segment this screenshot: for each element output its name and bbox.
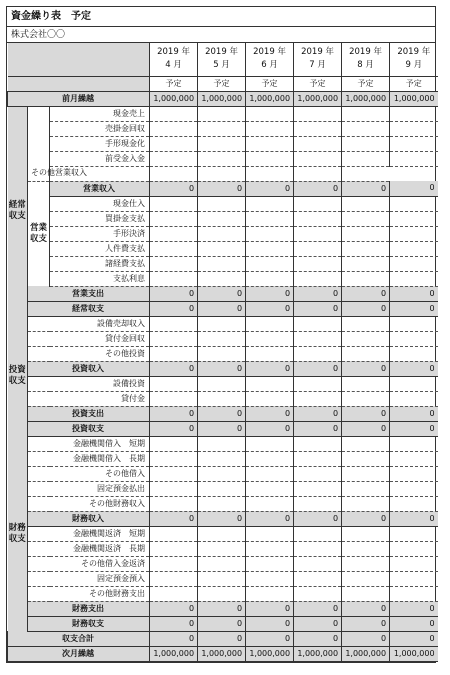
value-cell[interactable]	[150, 196, 198, 211]
value-cell[interactable]: 0	[390, 301, 438, 316]
value-cell[interactable]	[246, 541, 294, 556]
value-cell[interactable]: 0	[198, 361, 246, 376]
value-cell[interactable]: 0	[342, 301, 390, 316]
value-cell[interactable]	[198, 451, 246, 466]
value-cell[interactable]	[150, 466, 198, 481]
month-header: 2019 年 7 月	[294, 43, 342, 76]
row-label: 諸経費支払	[50, 256, 150, 271]
value-cell[interactable]	[342, 436, 390, 451]
value-cell[interactable]: 0	[150, 631, 198, 646]
row-label: 支払利息	[50, 271, 150, 286]
value-cell[interactable]: 0	[246, 631, 294, 646]
header-corner	[8, 76, 150, 91]
value-cell[interactable]: 0	[342, 601, 390, 616]
value-cell[interactable]	[150, 481, 198, 496]
value-cell[interactable]	[294, 316, 342, 331]
value-cell[interactable]	[390, 436, 438, 451]
value-cell[interactable]	[198, 541, 246, 556]
value-cell[interactable]: 1,000,000	[342, 91, 390, 106]
value-cell[interactable]	[198, 376, 246, 391]
value-cell[interactable]	[294, 271, 342, 286]
value-cell[interactable]	[246, 211, 294, 226]
value-cell[interactable]	[246, 556, 294, 571]
value-cell[interactable]: 0	[342, 181, 390, 196]
value-cell[interactable]	[390, 391, 438, 406]
row-label: 手形決済	[50, 226, 150, 241]
value-cell[interactable]	[198, 391, 246, 406]
value-cell[interactable]	[390, 106, 438, 121]
value-cell[interactable]	[198, 196, 246, 211]
value-cell[interactable]: 0	[150, 511, 198, 526]
section-label-sales: 営業収支	[28, 181, 50, 286]
value-cell[interactable]	[294, 391, 342, 406]
row-label: 設備売却収入	[28, 316, 150, 331]
value-cell[interactable]	[294, 496, 342, 511]
value-cell[interactable]	[294, 256, 342, 271]
value-cell[interactable]	[246, 106, 294, 121]
value-cell[interactable]	[198, 496, 246, 511]
value-cell[interactable]	[246, 226, 294, 241]
row-label: 現金売上	[50, 106, 150, 121]
value-cell[interactable]	[150, 226, 198, 241]
value-cell[interactable]: 0	[150, 601, 198, 616]
value-cell[interactable]	[294, 166, 342, 181]
value-cell[interactable]	[246, 466, 294, 481]
value-cell[interactable]	[198, 466, 246, 481]
value-cell[interactable]	[150, 256, 198, 271]
value-cell[interactable]: 0	[198, 406, 246, 421]
row-label: 人件費支払	[50, 241, 150, 256]
row-label: 金融機関返済 長期	[28, 541, 150, 556]
value-cell[interactable]: 0	[390, 616, 438, 631]
value-cell[interactable]	[198, 106, 246, 121]
value-cell[interactable]	[198, 331, 246, 346]
row-label: 前月繰越	[8, 91, 150, 106]
value-cell[interactable]	[342, 196, 390, 211]
value-cell[interactable]	[342, 316, 390, 331]
value-cell[interactable]	[150, 436, 198, 451]
row-label: 前受金入金	[50, 151, 150, 166]
type-label: 予定	[342, 76, 390, 91]
value-cell[interactable]	[150, 496, 198, 511]
value-cell[interactable]	[390, 496, 438, 511]
value-cell[interactable]: 0	[150, 421, 198, 436]
row-label: 貸付金回収	[28, 331, 150, 346]
value-cell[interactable]	[150, 271, 198, 286]
value-cell[interactable]: 1,000,000	[390, 91, 438, 106]
value-cell[interactable]	[150, 316, 198, 331]
value-cell[interactable]: 0	[198, 301, 246, 316]
value-cell[interactable]: 0	[150, 616, 198, 631]
cash-flow-sheet	[6, 6, 436, 663]
value-cell[interactable]	[150, 331, 198, 346]
value-cell[interactable]	[342, 481, 390, 496]
value-cell[interactable]	[246, 496, 294, 511]
value-cell[interactable]	[246, 241, 294, 256]
value-cell[interactable]	[294, 151, 342, 166]
value-cell[interactable]	[198, 256, 246, 271]
company-name: 株式会社〇〇	[7, 27, 435, 43]
value-cell[interactable]	[198, 526, 246, 541]
row-label: その他借入金返済	[28, 556, 150, 571]
value-cell[interactable]	[390, 331, 438, 346]
value-cell[interactable]: 0	[246, 601, 294, 616]
value-cell[interactable]	[390, 481, 438, 496]
value-cell[interactable]: 1,000,000	[150, 91, 198, 106]
month-header: 2019 年 4 月	[150, 43, 198, 76]
value-cell[interactable]	[150, 211, 198, 226]
value-cell[interactable]	[198, 211, 246, 226]
value-cell[interactable]	[390, 196, 438, 211]
value-cell[interactable]	[246, 571, 294, 586]
value-cell[interactable]	[294, 451, 342, 466]
value-cell[interactable]	[342, 331, 390, 346]
value-cell[interactable]: 0	[390, 361, 438, 376]
type-label: 予定	[246, 76, 294, 91]
value-cell[interactable]	[246, 481, 294, 496]
row-label: 営業収入	[50, 181, 150, 196]
value-cell[interactable]: 0	[198, 616, 246, 631]
value-cell[interactable]	[294, 106, 342, 121]
value-cell[interactable]	[342, 451, 390, 466]
value-cell[interactable]	[294, 571, 342, 586]
value-cell[interactable]	[246, 436, 294, 451]
value-cell[interactable]	[390, 346, 438, 361]
row-label: 金融機関借入 短期	[28, 436, 150, 451]
value-cell[interactable]: 0	[198, 181, 246, 196]
value-cell[interactable]: 0	[294, 616, 342, 631]
value-cell[interactable]	[342, 496, 390, 511]
value-cell[interactable]: 0	[150, 301, 198, 316]
type-label: 予定	[150, 76, 198, 91]
value-cell[interactable]: 0	[198, 511, 246, 526]
value-cell[interactable]	[198, 436, 246, 451]
value-cell[interactable]: 0	[390, 511, 438, 526]
value-cell[interactable]	[390, 241, 438, 256]
row-label: 財務収入	[28, 511, 150, 526]
month-header: 2019 年 6 月	[246, 43, 294, 76]
row-label: 投資収入	[28, 361, 150, 376]
row-label: その他財務収入	[28, 496, 150, 511]
value-cell[interactable]: 0	[246, 421, 294, 436]
month-header: 2019 年 9 月	[390, 43, 438, 76]
value-cell[interactable]	[390, 556, 438, 571]
value-cell[interactable]: 0	[294, 361, 342, 376]
row-label: 投資支出	[28, 406, 150, 421]
row-label: その他借入	[28, 466, 150, 481]
value-cell[interactable]	[342, 256, 390, 271]
value-cell[interactable]: 0	[390, 631, 438, 646]
value-cell[interactable]: 0	[294, 511, 342, 526]
value-cell[interactable]: 0	[246, 286, 294, 301]
value-cell[interactable]	[342, 571, 390, 586]
value-cell[interactable]	[246, 166, 294, 181]
value-cell[interactable]	[390, 121, 438, 136]
value-cell[interactable]	[246, 256, 294, 271]
row-label: その他営業収入	[28, 166, 50, 181]
value-cell[interactable]: 0	[198, 286, 246, 301]
value-cell[interactable]	[198, 586, 246, 601]
row-label: 金融機関借入 長期	[28, 451, 150, 466]
value-cell[interactable]: 0	[342, 361, 390, 376]
row-label: 収支合計	[8, 631, 150, 646]
value-cell[interactable]	[198, 346, 246, 361]
value-cell[interactable]	[246, 196, 294, 211]
row-label: 買掛金支払	[50, 211, 150, 226]
value-cell[interactable]	[342, 166, 390, 181]
row-label: 財務支出	[28, 601, 150, 616]
value-cell[interactable]	[342, 466, 390, 481]
value-cell[interactable]	[294, 121, 342, 136]
row-label: 売掛金回収	[50, 121, 150, 136]
value-cell[interactable]	[246, 121, 294, 136]
value-cell[interactable]: 0	[150, 181, 198, 196]
value-cell[interactable]	[246, 451, 294, 466]
value-cell[interactable]	[342, 391, 390, 406]
value-cell[interactable]: 0	[150, 361, 198, 376]
value-cell[interactable]	[246, 586, 294, 601]
value-cell[interactable]: 0	[246, 181, 294, 196]
value-cell[interactable]: 1,000,000	[198, 646, 246, 661]
value-cell[interactable]: 1,000,000	[198, 91, 246, 106]
value-cell[interactable]	[198, 226, 246, 241]
value-cell[interactable]: 1,000,000	[390, 646, 438, 661]
value-cell[interactable]	[390, 211, 438, 226]
value-cell[interactable]	[342, 151, 390, 166]
value-cell[interactable]: 0	[246, 616, 294, 631]
value-cell[interactable]	[342, 586, 390, 601]
value-cell[interactable]	[150, 571, 198, 586]
value-cell[interactable]	[342, 541, 390, 556]
value-cell[interactable]	[198, 136, 246, 151]
section-label-operating: 経常収支	[8, 106, 28, 316]
value-cell[interactable]: 1,000,000	[294, 91, 342, 106]
value-cell[interactable]	[246, 331, 294, 346]
value-cell[interactable]	[390, 226, 438, 241]
value-cell[interactable]: 0	[246, 301, 294, 316]
value-cell[interactable]	[294, 226, 342, 241]
value-cell[interactable]	[390, 256, 438, 271]
value-cell[interactable]	[150, 556, 198, 571]
month-header: 2019 年 8 月	[342, 43, 390, 76]
value-cell[interactable]	[294, 346, 342, 361]
value-cell[interactable]	[150, 346, 198, 361]
month-header: 2019 年 5 月	[198, 43, 246, 76]
value-cell[interactable]	[294, 556, 342, 571]
row-label: 財務収支	[28, 616, 150, 631]
value-cell[interactable]	[294, 196, 342, 211]
value-cell[interactable]: 0	[294, 301, 342, 316]
value-cell[interactable]	[246, 151, 294, 166]
value-cell[interactable]: 0	[390, 421, 438, 436]
value-cell[interactable]	[246, 376, 294, 391]
value-cell[interactable]: 0	[246, 511, 294, 526]
value-cell[interactable]	[294, 466, 342, 481]
row-label: 手形現金化	[50, 136, 150, 151]
value-cell[interactable]	[390, 451, 438, 466]
sheet-title: 資金繰り表 予定	[7, 7, 435, 27]
value-cell[interactable]	[342, 271, 390, 286]
value-cell[interactable]: 0	[294, 601, 342, 616]
value-cell[interactable]: 0	[342, 616, 390, 631]
value-cell[interactable]	[294, 541, 342, 556]
value-cell[interactable]	[198, 481, 246, 496]
row-label: 現金仕入	[50, 196, 150, 211]
value-cell[interactable]: 0	[246, 406, 294, 421]
value-cell[interactable]	[246, 136, 294, 151]
value-cell[interactable]	[246, 316, 294, 331]
value-cell[interactable]	[390, 571, 438, 586]
cash-flow-table	[7, 43, 438, 662]
type-label: 予定	[198, 76, 246, 91]
value-cell[interactable]	[390, 271, 438, 286]
value-cell[interactable]: 0	[342, 286, 390, 301]
row-label: 金融機関返済 短期	[28, 526, 150, 541]
value-cell[interactable]	[294, 376, 342, 391]
value-cell[interactable]	[342, 136, 390, 151]
value-cell[interactable]	[390, 151, 438, 166]
value-cell[interactable]	[342, 121, 390, 136]
value-cell[interactable]	[198, 571, 246, 586]
value-cell[interactable]	[342, 346, 390, 361]
value-cell[interactable]	[150, 526, 198, 541]
row-label: 次月繰越	[8, 646, 150, 661]
row-label: 設備投資	[28, 376, 150, 391]
value-cell[interactable]: 0	[150, 286, 198, 301]
value-cell[interactable]	[150, 166, 198, 181]
value-cell[interactable]	[342, 211, 390, 226]
value-cell[interactable]	[294, 526, 342, 541]
type-label: 予定	[294, 76, 342, 91]
value-cell[interactable]: 0	[150, 406, 198, 421]
value-cell[interactable]: 1,000,000	[246, 91, 294, 106]
value-cell[interactable]	[246, 271, 294, 286]
sub-blank	[28, 106, 50, 166]
value-cell[interactable]	[294, 436, 342, 451]
value-cell[interactable]	[150, 106, 198, 121]
section-label-invest: 投資収支	[8, 316, 28, 436]
value-cell[interactable]	[246, 526, 294, 541]
row-label: 固定預金払出	[28, 481, 150, 496]
value-cell[interactable]	[150, 451, 198, 466]
value-cell[interactable]	[150, 121, 198, 136]
row-label: 投資収支	[28, 421, 150, 436]
value-cell[interactable]: 0	[342, 406, 390, 421]
value-cell[interactable]: 0	[294, 406, 342, 421]
value-cell[interactable]: 1,000,000	[150, 646, 198, 661]
value-cell[interactable]	[150, 391, 198, 406]
value-cell[interactable]	[294, 331, 342, 346]
row-label: 経常収支	[28, 301, 150, 316]
value-cell[interactable]	[246, 391, 294, 406]
value-cell[interactable]: 0	[390, 406, 438, 421]
value-cell[interactable]	[294, 211, 342, 226]
value-cell[interactable]	[342, 376, 390, 391]
value-cell[interactable]	[390, 316, 438, 331]
value-cell[interactable]: 0	[294, 631, 342, 646]
value-cell[interactable]: 1,000,000	[294, 646, 342, 661]
value-cell[interactable]	[150, 136, 198, 151]
value-cell[interactable]: 1,000,000	[246, 646, 294, 661]
row-label: その他財務支出	[28, 586, 150, 601]
row-label: その他投資	[28, 346, 150, 361]
value-cell[interactable]	[150, 151, 198, 166]
value-cell[interactable]: 0	[198, 631, 246, 646]
value-cell[interactable]: 0	[294, 181, 342, 196]
value-cell[interactable]	[150, 586, 198, 601]
row-label: 固定預金預入	[28, 571, 150, 586]
value-cell[interactable]	[390, 376, 438, 391]
value-cell[interactable]: 0	[342, 421, 390, 436]
type-label: 予定	[390, 76, 438, 91]
value-cell[interactable]: 0	[342, 511, 390, 526]
value-cell[interactable]	[342, 526, 390, 541]
value-cell[interactable]	[342, 241, 390, 256]
value-cell[interactable]	[150, 241, 198, 256]
value-cell[interactable]	[198, 316, 246, 331]
value-cell[interactable]	[390, 526, 438, 541]
value-cell[interactable]	[198, 271, 246, 286]
value-cell[interactable]	[198, 121, 246, 136]
value-cell[interactable]	[294, 586, 342, 601]
value-cell[interactable]: 0	[294, 286, 342, 301]
value-cell[interactable]	[198, 166, 246, 181]
value-cell[interactable]	[198, 556, 246, 571]
value-cell[interactable]	[246, 346, 294, 361]
value-cell[interactable]: 0	[390, 286, 438, 301]
value-cell[interactable]	[342, 106, 390, 121]
value-cell[interactable]	[390, 541, 438, 556]
value-cell[interactable]: 0	[390, 181, 438, 196]
value-cell[interactable]: 0	[390, 601, 438, 616]
section-label-finance: 財務収支	[8, 436, 28, 631]
header-corner	[8, 43, 150, 76]
value-cell[interactable]	[294, 481, 342, 496]
value-cell[interactable]	[342, 226, 390, 241]
value-cell[interactable]	[390, 586, 438, 601]
value-cell[interactable]	[294, 241, 342, 256]
value-cell[interactable]	[390, 466, 438, 481]
value-cell[interactable]: 0	[198, 421, 246, 436]
value-cell[interactable]	[150, 376, 198, 391]
value-cell[interactable]	[150, 541, 198, 556]
value-cell[interactable]	[294, 136, 342, 151]
value-cell[interactable]: 0	[246, 361, 294, 376]
value-cell[interactable]	[198, 151, 246, 166]
value-cell[interactable]	[198, 241, 246, 256]
value-cell[interactable]: 1,000,000	[342, 646, 390, 661]
row-label: 営業支出	[28, 286, 150, 301]
value-cell[interactable]: 0	[342, 631, 390, 646]
value-cell[interactable]: 0	[198, 601, 246, 616]
value-cell[interactable]	[342, 556, 390, 571]
value-cell[interactable]	[390, 136, 438, 151]
row-label: 貸付金	[28, 391, 150, 406]
value-cell[interactable]: 0	[294, 421, 342, 436]
